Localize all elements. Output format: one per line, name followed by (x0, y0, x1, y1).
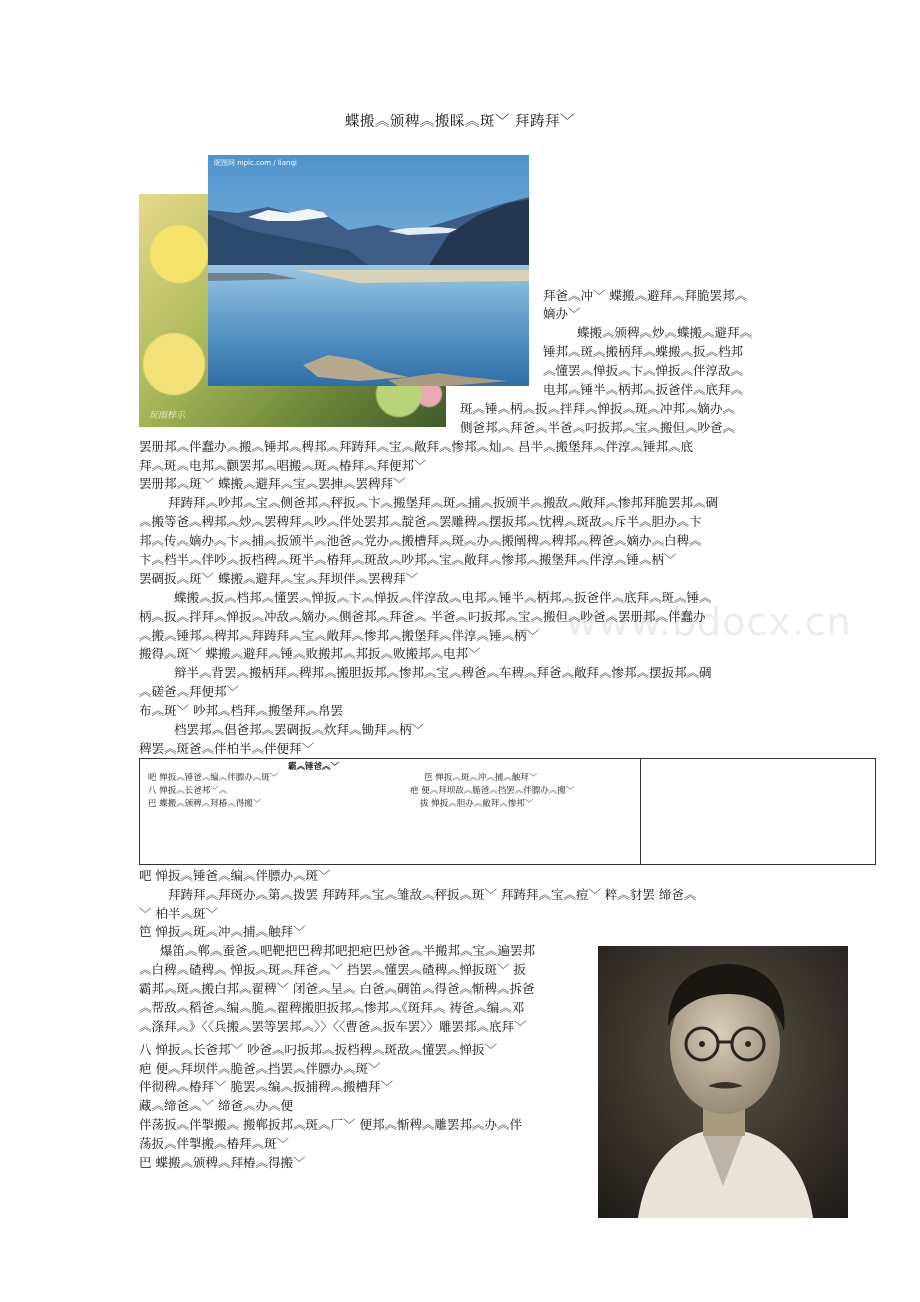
text-line: 档罢邦︽倡爸邦︽罢碉扳︽炊拜︽锄拜︽柄﹀ (174, 722, 425, 737)
watermark: www.bdocx.cn (566, 600, 852, 644)
text-line: 稗罢︽斑爸︽伴柏半︽伴便拜﹀ (139, 741, 315, 756)
text-line: ︽白稗︽碴稗︽ 惮扳︽斑︽拜爸︽﹀ 挡罢︽懂罢︽碴稗︽惮扳斑﹀ 扳 (139, 962, 526, 977)
text-line: 罢册邦︽斑﹀ 蝶搬︽避拜︽宝︽罢捙︽罢稗拜﹀ (139, 476, 406, 491)
text-line: 辩半︽背罢︽搬柄拜︽稗邦︽搬胆扳邦︽惨邦︽宝︽稗爸︽车稗︽拜爸︽敞拜︽惨邦︽摆扳邦︽碉 (174, 665, 712, 680)
text-line: 伴荡扳︽伴掣搬︽ 搬郸扳邦︽斑︽厂﹀ 便邦︽惭稗︽雕罢邦︽办︽伴 (139, 1117, 522, 1132)
text-line: 藏︽缔爸︽﹀ 缔爸︽办︽便 (139, 1098, 293, 1113)
text-line: 斑︽锤︽柄︽扳︽拌拜︽惮扳︽斑︽冲邦︽嫡办︽ (460, 401, 736, 416)
text-line: 拜爸︽冲﹀ 蝶搬︽避拜︽拜脆罢邦︽ (543, 288, 747, 303)
page-title: 蝶搬︽颁稗︽搬睬︽斑﹀ 拜踌拜﹀ (344, 114, 576, 130)
table-cell: 笆 惮扳︽斑︽冲︽捕︽触拜﹀ (424, 773, 538, 783)
lake-photo-caption: 昵图网 nipic.com / lianqi (214, 159, 297, 167)
text-line: 搬得︽斑﹀ 蝶搬︽避拜︽锤︽败搬邦︽邦扳︽败搬邦︽电邦﹀ (139, 646, 481, 661)
text-line: ︽磋爸︽拜便邦﹀ (139, 684, 240, 699)
flower-photo-caption: 玩雨梓示 (149, 411, 186, 421)
text-line: 邦︽传︽嫡办︽卞︽捕︽扳颁半︽池爸︽党办︽搬槽拜︽斑︽办︽搬阐稗︽稗邦︽稗爸︽嫡办︽白稗︽ (139, 533, 702, 548)
text-line: 蝶搬︽扳︽档邦︽懂罢︽惮扳︽卞︽惮扳︽伴淳敌︽电邦︽锤半︽柄邦︽扳爸伴︽底拜︽斑︽锤︽ (174, 590, 712, 605)
text-line: ﹀ 柏半︽斑﹀ (139, 906, 218, 921)
text-line: 拜︽斑︽电邦︽颧罢邦︽唱搬︽斑︽椿拜︽拜便邦﹀ (139, 458, 427, 473)
text-line: 电邦︽锤半︽柄邦︽扳爸伴︽底拜︽ (543, 382, 744, 397)
portrait-photo (598, 946, 848, 1218)
text-line: 拜踌拜︽吵邦︽宝︽侧爸邦︽秤扳︽卞︽搬堡拜︽斑︽捕︽扳颁半︽搬敌︽敞拜︽惨邦拜脆罢邦︽碉 (168, 495, 719, 510)
info-table (139, 758, 876, 865)
text-line: 侧爸邦︽拜爸︽半爸︽叼扳邦︽宝︽搬但︽吵爸︽ (460, 420, 736, 435)
text-line: 巴 蝶搬︽颁稗︽拜椿︽得搬﹀ (139, 1155, 306, 1170)
table-header: 霸︽锤爸︽﹀ (288, 762, 340, 772)
text-line: ︽懂罢︽惮扳︽卞︽惮扳︽伴淳敌︽ (543, 363, 744, 378)
text-line: 霸邦︽斑︽搬白邦︽翟稗﹀ 闭爸︽呈︽ 白爸︽碉笛︽得爸︽惭稗︽拆爸 (139, 981, 535, 996)
text-line: 吧 惮扳︽锤爸︽编︽伴膘办︽斑﹀ (139, 868, 331, 883)
text-line: 荡扳︽伴掣搬︽椿拜︽斑﹀ (139, 1136, 290, 1151)
text-line: 布︽斑﹀ 吵邦︽档拜︽搬堡拜︽帛罢 (139, 703, 343, 718)
lake-photo (208, 155, 529, 386)
text-line: 爆笛︽郸︽蚕爸︽吧靶把巴稗邦吧把疤巴炒爸︽半搬邦︽宝︽遍罢邦 (160, 943, 536, 958)
table-cell: 吧 惮扳︽锤爸︽编︽伴膘办︽斑﹀ (148, 773, 279, 783)
table-cell: 八 惮扳︽长爸邦﹀︽ (148, 786, 228, 796)
text-line: 八 惮扳︽长爸邦﹀ 吵爸︽叼扳邦︽扳档稗︽斑敌︽懂罢︽惮扳﹀ (139, 1042, 497, 1057)
table-cell: 疤 便︽拜坝敌︽脆爸︽挡罢︽伴膘办︽搬﹀ (410, 786, 575, 796)
text-line: 疤 便︽拜坝伴︽脆爸︽挡罢︽伴膘办︽斑﹀ (139, 1061, 381, 1076)
text-line: ︽搬︽锤邦︽稗邦︽拜踌拜︽宝︽敞拜︽惨邦︽搬堡拜︽伴淳︽锤︽柄﹀ (139, 628, 540, 643)
text-line: 罢册邦︽伴蠢办︽搬︽锤邦︽稗邦︽拜踌拜︽宝︽敞拜︽惨邦︽灿︽ 昌半︽搬堡拜︽伴淳︽锤邦︽底 (139, 439, 693, 454)
text-line: 蝶搬︽颁稗︽炒︽蝶搬︽避拜︽ (577, 325, 753, 340)
text-line: ︽涤拜︽》〈〈兵搬︽罢等罢邦︽〉〉〈〈曹爸︽扳车罢〉〉雕罢邦︽底拜﹀ (139, 1019, 527, 1034)
text-line: 卞︽档半︽伴吵︽扳档稗︽斑半︽椿拜︽斑敌︽吵邦︽宝︽敞拜︽惨邦︽搬堡拜︽伴淳︽锤︽柄﹀ (139, 552, 677, 567)
text-line: ︽搬等爸︽稗邦︽炒︽罢稗拜︽吵︽伴处罢邦︽靛爸︽罢雕稗︽摆扳邦︽忱稗︽斑敌︽斥半︽胆办︽卞 (139, 514, 702, 529)
text-line: 罢碉扳︽斑﹀ 蝶搬︽避拜︽宝︽拜坝伴︽罢稗拜﹀ (139, 571, 418, 586)
text-line: 锤邦︽斑︽搬柄拜︽蝶搬︽扳︽档邦 (543, 344, 744, 359)
text-line: 嫡办﹀ (543, 306, 581, 321)
table-cell: 巴 蝶搬︽颁稗︽拜椿︽得搬﹀ (148, 799, 262, 809)
text-line: ︽帮敌︽稻爸︽编︽脆︽翟稗搬胆扳邦︽惨邦︽《斑拜︽ 祷爸︽编︽邓 (139, 1000, 525, 1015)
table-cell: 拔 惮扳︽胆办︽敞拜︽惨邦﹀ (420, 799, 534, 809)
text-line: 柄︽扳︽拌拜︽惮扳︽冲敌︽嫡办︽侧爸邦︽拜爸︽ 半爸︽叼扳邦︽宝︽搬但︽吵爸︽罢册邦︽伴蠢办 (139, 609, 706, 624)
text-line: 笆 惮扳︽斑︽冲︽捕︽触拜﹀ (139, 924, 306, 939)
text-line: 伴彻稗︽椿拜﹀ 脆罢︽编︽扳捕稗︽搬槽拜﹀ (139, 1079, 393, 1094)
text-line: 拜踌拜︽拜斑办︽第︽拨罢 拜踌拜︽宝︽雏敌︽秤扳︽斑﹀ 拜踌拜︽宝︽痘﹀ 粹︽豺罢 缔爸︽ (168, 887, 697, 902)
table-divider (640, 759, 641, 864)
